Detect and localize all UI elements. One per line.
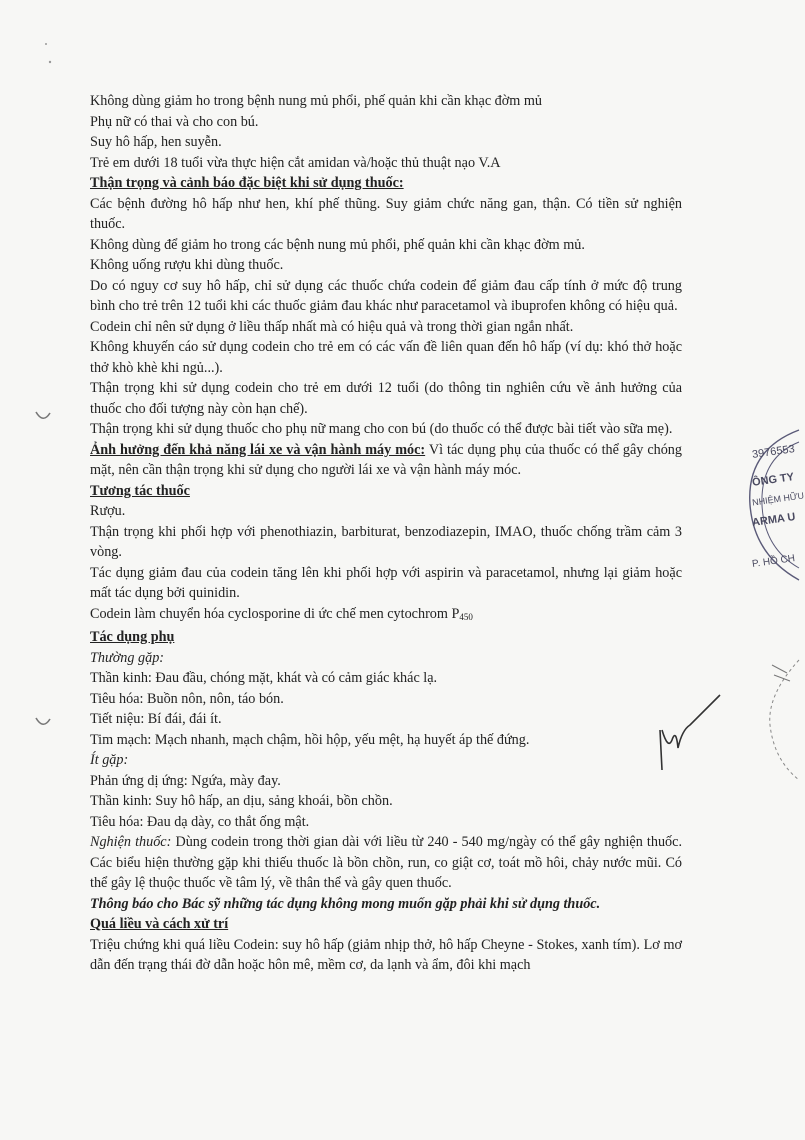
warning-paragraph: Không uống rượu khi dùng thuốc.	[90, 257, 284, 273]
handwritten-signature	[650, 690, 730, 780]
side-effect-line: Tiết niệu: Bí đái, đái ít.	[90, 711, 222, 727]
side-effect-line: Thần kinh: Suy hô hấp, an dịu, sảng khoái, bồn chồn.	[90, 793, 393, 809]
warning-paragraph: Các bệnh đường hô hấp như hen, khí phế thũng. Suy giảm chức năng gan, thận. Có tiền sử nghiện thuốc.	[90, 195, 682, 232]
interaction-paragraph: Thận trọng khi phối hợp với phenothiazin, barbiturat, benzodiazepin, IMAO, thuốc chống trầm cảm 3 vòng.	[90, 523, 682, 560]
warning-paragraph: Không khuyến cáo sử dụng codein cho trẻ em có các vấn đề liên quan đến hô hấp (ví dụ: khó thở hoặc thở khò khè khi ngủ...).	[90, 339, 682, 376]
rare-label: Ít gặp:	[90, 752, 129, 768]
side-effect-line: Tiêu hóa: Buồn nôn, nôn, táo bón.	[90, 690, 284, 707]
side-effects-heading: Tác dụng phụ	[90, 629, 175, 645]
side-effect-line: Tim mạch: Mạch nhanh, mạch chậm, hồi hộp, yếu mệt, hạ huyết áp thế đứng.	[90, 731, 530, 748]
seal-fragment	[752, 655, 799, 785]
warning-paragraph: Do có nguy cơ suy hô hấp, chỉ sử dụng các thuốc chứa codein để giảm đau cấp tính ở mức độ trung bình cho trẻ trên 12 tuổi khi các thuốc giảm đau khác như paracetamol và ibuprofen không có hiệu quả.	[90, 277, 682, 314]
warning-paragraph: Không dùng để giảm ho trong các bệnh nung mủ phổi, phế quản khi cần khạc đờm mủ.	[90, 236, 585, 253]
stamp-text: ÔNG TY	[751, 471, 795, 489]
warning-paragraph: Thận trọng khi sử dụng thuốc cho phụ nữ mang cho con bú (do thuốc có thể được bài tiết vào sữa mẹ).	[90, 421, 673, 437]
cytochrome-subscript: 450	[459, 611, 473, 622]
interaction-paragraph: Rượu.	[90, 503, 126, 519]
stamp-text: ARMA U	[751, 511, 797, 529]
contraindication-line: Trẻ em dưới 18 tuổi vừa thực hiện cắt amidan và/hoặc thủ thuật nạo V.A	[90, 154, 501, 171]
punch-hole-mark	[34, 410, 52, 424]
driving-heading: Ảnh hưởng đến khả năng lái xe và vận hành máy móc:	[90, 441, 426, 458]
driving-text: Vì tác dụng phụ của thuốc có thể gây chóng mặt, nên cần thận trọng khi sử dụng cho người lái xe và vận hành máy móc.	[90, 441, 682, 478]
common-label: Thường gặp:	[90, 649, 165, 666]
contraindication-line: Suy hô hấp, hen suyễn.	[90, 134, 222, 150]
side-effect-line: Thần kinh: Đau đầu, chóng mặt, khát và có cảm giác khác lạ.	[90, 670, 438, 686]
interaction-paragraph	[90, 604, 682, 628]
side-effect-line: Tiêu hóa: Đau dạ dày, co thắt ống mật.	[90, 813, 310, 830]
scan-specks	[40, 40, 80, 70]
contraindication-line: Phụ nữ có thai và cho con bú.	[90, 113, 259, 130]
warnings-heading: Thận trọng và cảnh báo đặc biệt khi sử dụng thuốc:	[90, 175, 404, 191]
warning-paragraph: Thận trọng khi sử dụng codein cho trẻ em dưới 12 tuổi (do thông tin nghiên cứu về ảnh hưởng của thuốc cho đối tượng này còn hạn chế).	[90, 380, 682, 417]
interaction-paragraph: Tác dụng giảm đau của codein tăng lên khi phối hợp với aspirin và paracetamol, nhưng lại giảm hoặc mất tác dụng bởi quinidin.	[90, 564, 682, 601]
stamp-text: NHIỆM HỮU	[751, 490, 805, 508]
punch-hole-mark	[34, 716, 52, 730]
cyclosporine-text: Codein làm chuyển hóa cyclosporine di ức chế men cytochrom P	[90, 605, 460, 622]
contraindication-line: Không dùng giảm ho trong bệnh nung mủ phổi, phế quản khi cần khạc đờm mủ	[90, 93, 542, 109]
addiction-label: Nghiện thuốc:	[90, 834, 172, 850]
addiction-text: Dùng codein trong thời gian dài với liều từ 240 - 540 mg/ngày có thể gây nghiện thuốc. Các biểu hiện thường gặp khi thiếu thuốc là bồn chồn, run, co giật cơ, toát mồ hôi, chảy nước mũi. Có thể gây lệ thuộc thuốc về tâm lý, về thân thể và gây quen thuốc.	[90, 834, 682, 891]
stamp-text: 3976553	[751, 443, 796, 461]
warning-paragraph: Codein chỉ nên sử dụng ở liều thấp nhất mà có hiệu quả và trong thời gian ngắn nhất.	[90, 318, 574, 335]
document-body	[90, 91, 682, 976]
stamp-text: P. HỒ CH	[751, 553, 796, 570]
addiction-paragraph	[90, 832, 682, 894]
side-effect-line: Phản ứng dị ứng: Ngứa, mày đay.	[90, 772, 281, 789]
overdose-heading: Quá liều và cách xử trí	[90, 916, 229, 932]
overdose-paragraph: Triệu chứng khi quá liều Codein: suy hô hấp (giảm nhịp thở, hô hấp Cheyne - Stokes, xanh tím). Lơ mơ dẫn đến trạng thái đờ dẫn hoặc hôn mê, mềm cơ, da lạnh và ẩm, đôi khi mạch	[90, 936, 682, 973]
interactions-heading: Tương tác thuốc	[90, 482, 190, 499]
notice-line: Thông báo cho Bác sỹ những tác dụng không mong muốn gặp phải khi sử dụng thuốc.	[90, 895, 601, 912]
driving-paragraph	[90, 440, 682, 481]
